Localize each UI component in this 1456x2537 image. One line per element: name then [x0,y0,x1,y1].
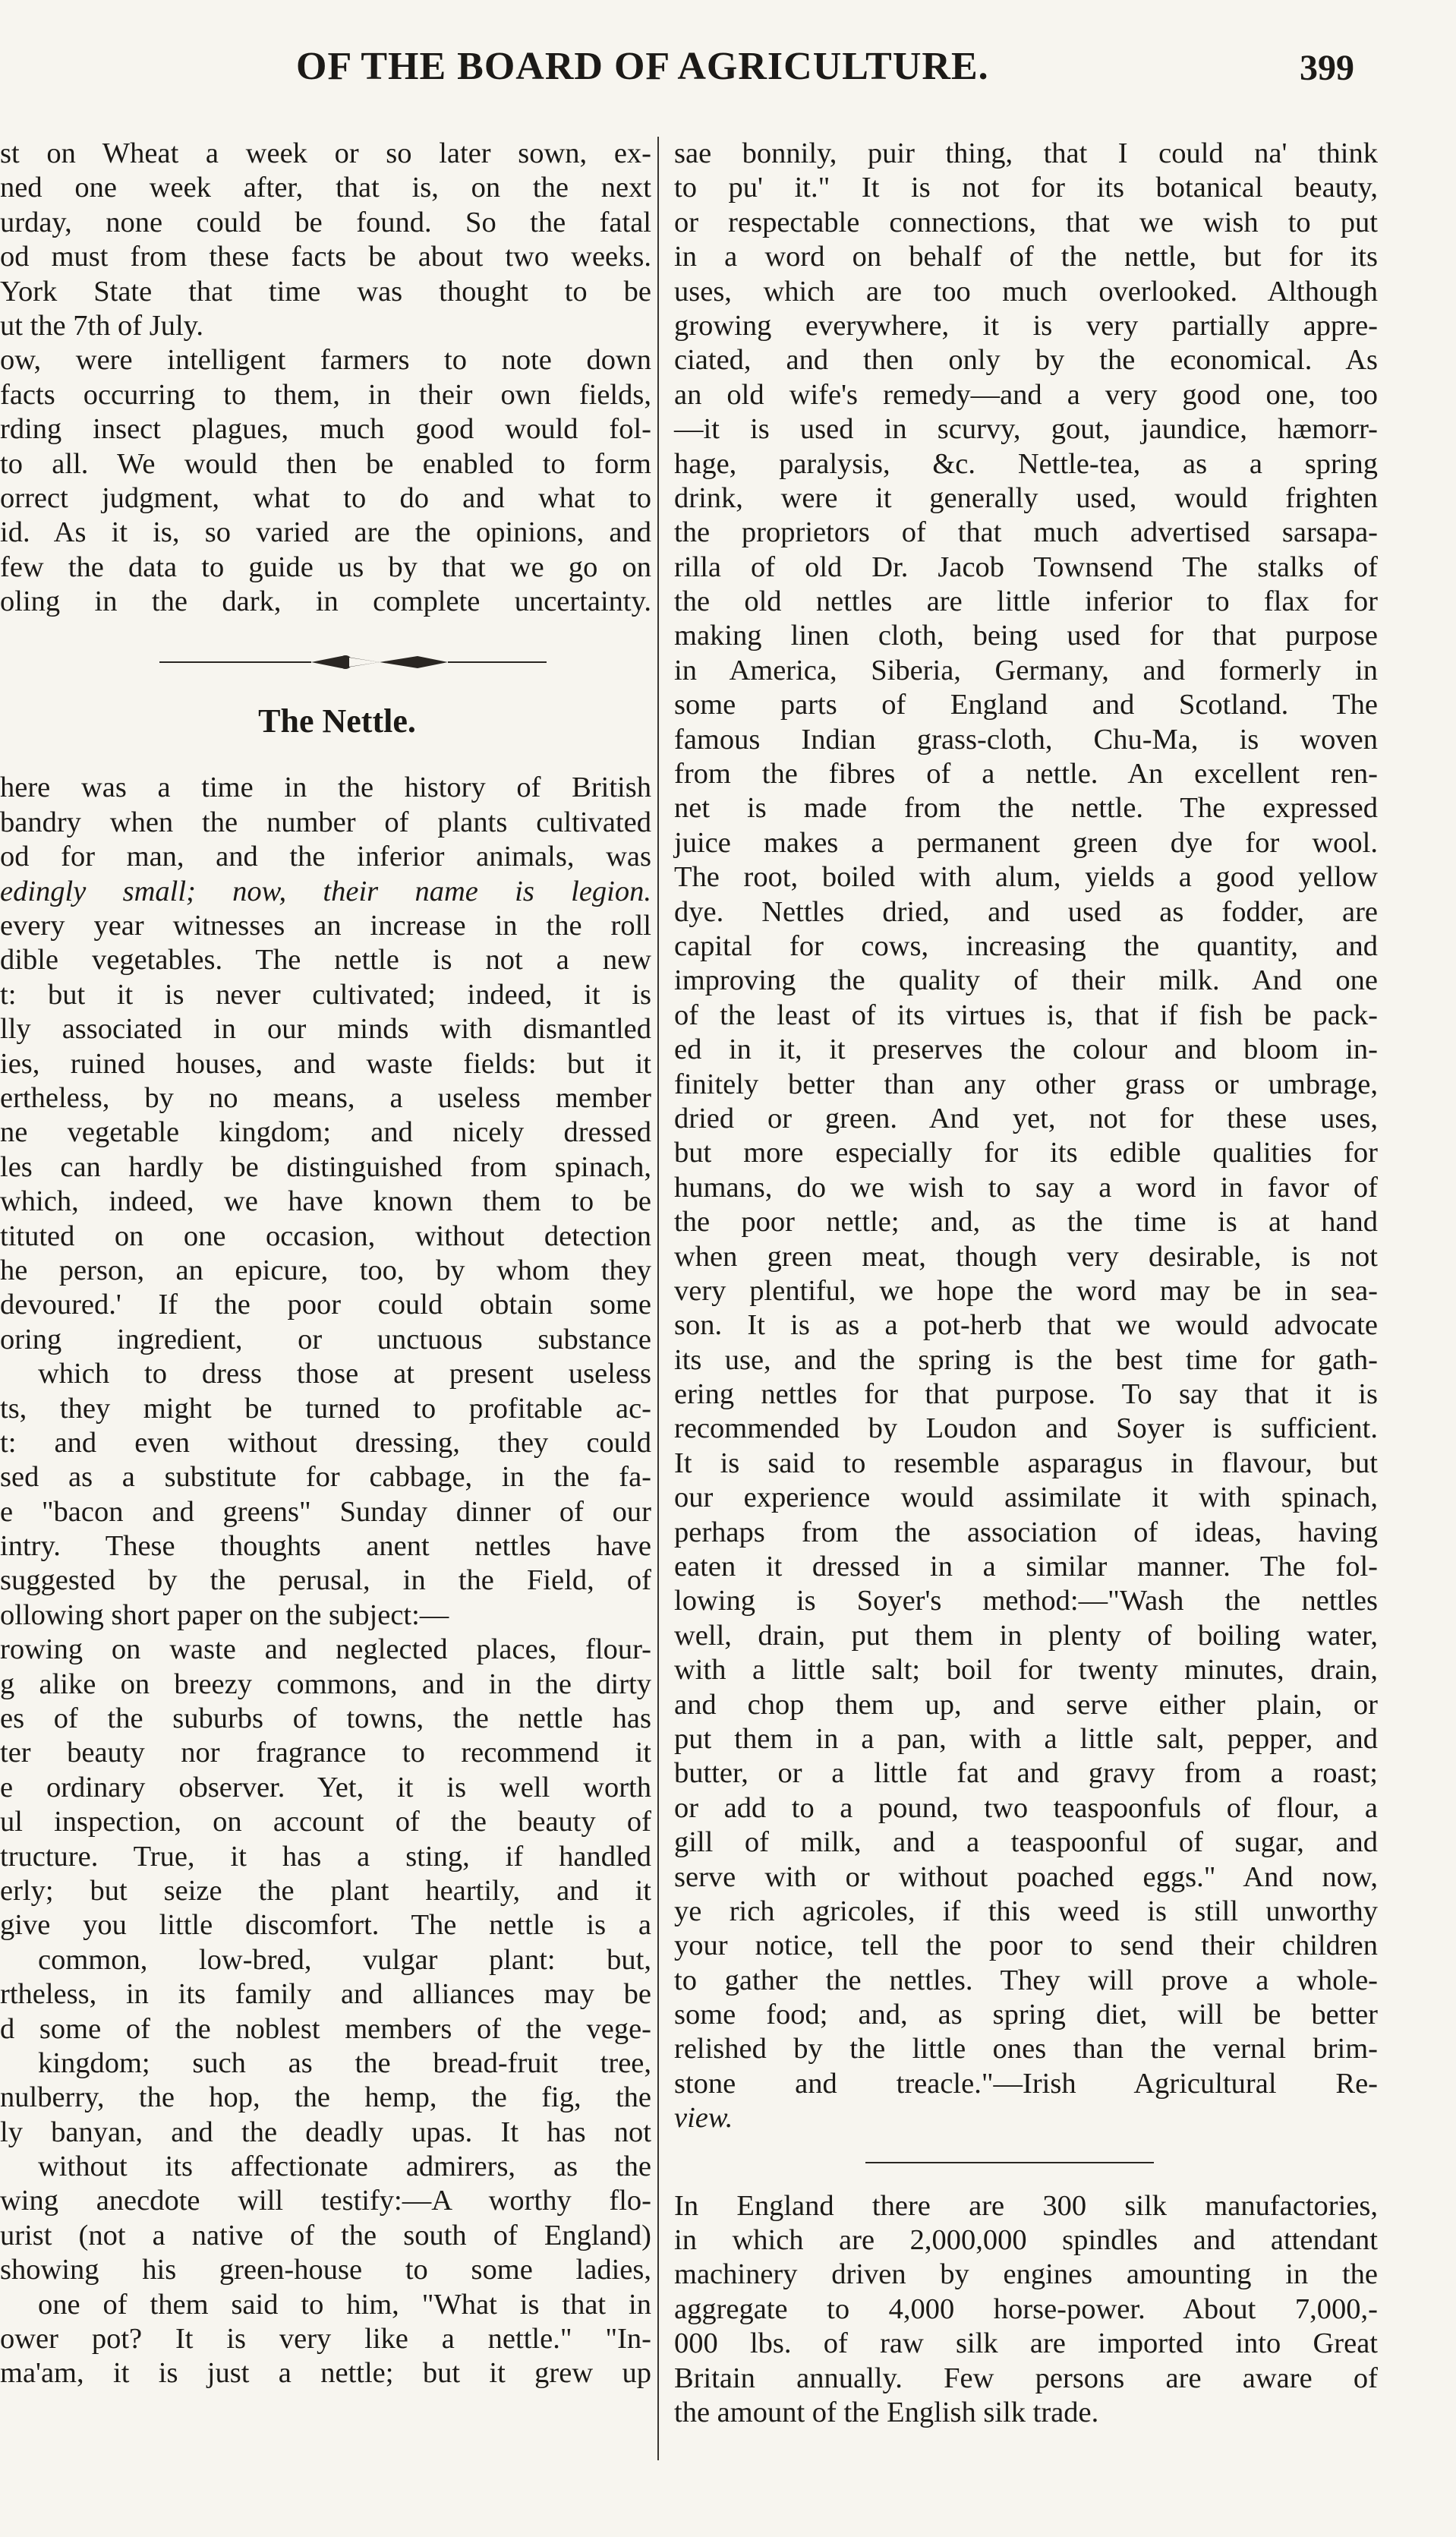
text-line: id. As it is, so varied are the opinions, and [0,516,651,549]
text-line: oring ingredient, or unctuous substance [0,1323,651,1355]
text-line: or add to a pound, two teaspoonfuls of flour, a [674,1791,1378,1824]
text-line: an old wife's remedy—and a very good one, too [674,378,1378,411]
text-line: facts occurring to them, in their own fields, [0,378,651,411]
text-line: butter, or a little fat and gravy from a roast; [674,1757,1378,1790]
text-line: ower pot? It is very like a nettle." "In- [0,2323,651,2356]
text-line: which, indeed, we have known them to be [0,1185,651,1218]
text-line: sed as a substitute for cabbage, in the fa- [0,1461,651,1494]
section-divider [668,2136,1378,2189]
text-line: net is made from the nettle. The expressed [674,792,1378,825]
text-line: rilla of old Dr. Jacob Townsend The stalks of [674,551,1378,583]
text-line: and chop them up, and serve either plain, or [674,1688,1378,1721]
page-header [0,11,1456,102]
text-line: the old nettles are little inferior to flax for [674,585,1378,618]
text-line: es of the suburbs of towns, the nettle has [0,1702,651,1735]
text-line: lly associated in our minds with dismantled [0,1013,651,1046]
text-line: perhaps from the association of ideas, having [674,1516,1378,1548]
text-line: one of them said to him, "What is that in [38,2288,651,2321]
text-line: he person, an epicure, too, by whom they [0,1254,651,1286]
text-line [668,2101,1378,2135]
text-line: making linen cloth, being used for that purpose [674,620,1378,652]
text-line: growing everywhere, it is very partially appre- [674,309,1378,342]
text-line: e ordinary observer. Yet, it is well worth [0,1771,651,1803]
text-line: your notice, tell the poor to send their children [674,1930,1378,1962]
text-line: The root, boiled with alum, yields a good yellow [674,861,1378,894]
text-line: well, drain, put them in plenty of boiling water, [674,1619,1378,1652]
text-line: od for man, and the inferior animals, was [0,841,651,873]
text-line: dye. Nettles dried, and used as fodder, are [674,895,1378,928]
paragraph-wheat [0,137,651,343]
text-line: g alike on breezy commons, and in the dirty [0,1668,651,1700]
text-line: when green meat, though very desirable, is not [674,1240,1378,1273]
text-line: kingdom; such as the bread-fruit tree, [38,2046,651,2079]
text-line: very plentiful, we hope the word may be in sea- [674,1274,1378,1307]
text-line: sae bonnily, puir thing, that I could na' think [674,137,1378,169]
text-line: with a little salt; boil for twenty minutes, drain, [674,1654,1378,1687]
text-line: famous Indian grass-cloth, Chu-Ma, is woven [674,723,1378,756]
text-line: ly banyan, and the deadly upas. It has not [0,2116,651,2148]
text-line: every year witnesses an increase in the roll [0,910,651,942]
text-line: dible vegetables. The nettle is not a new [0,944,651,977]
text-line: ies, ruined houses, and waste fields: but it [0,1047,651,1080]
text-line: gill of milk, and a teaspoonful of sugar, and [674,1826,1378,1859]
text-line: but more especially for its edible qualities for [674,1137,1378,1169]
text-line: to all. We would then be enabled to form [0,447,651,480]
text-line: ed in it, it preserves the colour and bloom in- [674,1033,1378,1066]
text-line: t: and even without dressing, they could [0,1426,651,1459]
text-line: e "bacon and greens" Sunday dinner of our [0,1495,651,1528]
text-line: orrect judgment, what to do and what to [0,481,651,514]
ornamental-divider [0,636,651,689]
section-heading: The Nettle. [258,702,416,740]
text-line: t: but it is never cultivated; indeed, it is [0,978,651,1011]
text-line: some food; and, as spring diet, will be better [674,1999,1378,2031]
text-line: 000 lbs. of raw silk are imported into Great [674,2327,1378,2360]
text-line: rtheless, in its family and alliances may be [0,1978,651,2011]
text-line: few the data to guide us by that we go on [0,551,651,583]
text-line: in a word on behalf of the nettle, but for its [674,241,1378,273]
text-line: uses, which are too much overlooked. Although [674,275,1378,308]
text-line: here was a time in the history of British [0,772,651,804]
text-line: nulberry, the hop, the hemp, the fig, the [0,2081,651,2114]
text-line: ma'am, it is just a nettle; but it grew up [0,2357,651,2390]
text-line: son. It is as a pot-herb that we would advocate [674,1309,1378,1342]
text-line: tituted on one occasion, without detection [0,1220,651,1252]
text-line: relished by the little ones than the vernal brim- [674,2033,1378,2065]
text-line: showing his green-house to some ladies, [0,2254,651,2286]
emphasis-text: edingly small; now, their name is legion. [0,875,651,907]
text-line: drink, were it generally used, would frighten [674,481,1378,514]
text-line: in which are 2,000,000 spindles and attendant [674,2224,1378,2257]
text-line: give you little discomfort. The nettle is a [0,1909,651,1942]
text-line: hage, paralysis, &c. Nettle-tea, as a spring [674,447,1378,480]
text-line: devoured.' If the poor could obtain some [0,1289,651,1321]
text-line: suggested by the perusal, in the Field, of [0,1564,651,1597]
page-number: 399 [1300,48,1354,88]
text-line: ts, they might be turned to profitable ac- [0,1392,651,1425]
text-line: the amount of the English silk trade. [674,2397,1099,2428]
text-line: tructure. True, it has a sting, if handled [0,1840,651,1873]
text-line: stone and treacle."—Irish Agricultural Re- [674,2067,1378,2100]
text-line: ned one week after, that is, on the next [0,172,651,204]
right-column [668,137,1378,2430]
text-line: urist (not a native of the south of England) [0,2219,651,2251]
text-line: rding insect plagues, much good would fol- [0,413,651,446]
text-line: of the least of its virtues is, that if fish be pack- [674,999,1378,1031]
text-line: oling in the dark, in complete uncertainty. [0,585,651,618]
source-citation: view. [674,2102,733,2135]
text-line: rowing on waste and neglected places, flour- [0,1633,651,1666]
text-line: from the fibres of a nettle. An excellent ren- [674,758,1378,790]
text-line: aggregate to 4,000 horse-power. About 7,000,- [674,2292,1378,2325]
text-line: It is said to resemble asparagus in flavour, but [674,1447,1378,1479]
left-column [0,137,651,2391]
text-line: dried or green. And yet, not for these uses, [674,1102,1378,1134]
text-line italic-line [0,875,651,909]
text-line: humans, do we wish to say a word in favor of [674,1171,1378,1204]
text-line: eaten it dressed in a similar manner. The fol- [674,1551,1378,1583]
text-line: lowing is Soyer's method:—"Wash the nettles [674,1585,1378,1617]
text-line: capital for cows, increasing the quantity, and [674,929,1378,962]
text-line: the proprietors of that much advertised sarsapa- [674,516,1378,549]
text-line: recommended by Loudon and Soyer is sufficient. [674,1412,1378,1445]
text-line: juice makes a permanent green dye for wool. [674,826,1378,859]
text-line: —it is used in scurvy, gout, jaundice, hæmorr- [674,413,1378,446]
text-line: ollowing short paper on the subject:— [0,1598,449,1631]
text-line: without its affectionate admirers, as the [38,2150,651,2183]
text-line: put them in a pan, with a little salt, pepper, and [674,1722,1378,1755]
text-line: erly; but seize the plant heartily, and it [0,1874,651,1907]
text-line: in America, Siberia, Germany, and formerly in [674,654,1378,686]
text-line: In England there are 300 silk manufactories, [674,2189,1378,2222]
text-line: some parts of England and Scotland. The [674,689,1378,721]
text-line: York State that time was thought to be [0,275,651,308]
text-line: ertheless, by no means, a useless member [0,1081,651,1114]
text-line: which to dress those at present useless [38,1358,651,1390]
running-head: OF THE BOARD OF AGRICULTURE. [296,45,989,88]
text-line: machinery driven by engines amounting in the [674,2258,1378,2291]
text-line: common, low-bred, vulgar plant: but, [38,1943,651,1976]
text-line: ul inspection, on account of the beauty of [0,1806,651,1838]
text-line: urday, none could be found. So the fatal [0,206,651,238]
text-line: ow, were intelligent farmers to note down [0,344,651,377]
column-rule [657,137,659,2460]
text-line: bandry when the number of plants cultivated [0,806,651,838]
text-line: st on Wheat a week or so later sown, ex- [0,137,651,169]
text-line: improving the quality of their milk. And one [674,964,1378,997]
text-line: ut the 7th of July. [0,309,204,342]
text-line: ter beauty nor fragrance to recommend it [0,1737,651,1769]
paragraph-nettle-intro [0,771,651,1633]
text-line: to pu' it." It is not for its botanical beauty, [674,172,1378,204]
paragraph-nettle-uses [668,137,1378,2136]
text-line: the poor nettle; and, as the time is at hand [674,1206,1378,1239]
text-line: od must from these facts be about two weeks. [0,241,651,273]
text-line: wing anecdote will testify:—A worthy flo- [0,2185,651,2217]
text-line: ering nettles for that purpose. To say that it is [674,1378,1378,1411]
text-line: ne vegetable kingdom; and nicely dressed [0,1116,651,1149]
text-line: ciated, and then only by the economical. As [674,344,1378,377]
text-line: les can hardly be distinguished from spinach, [0,1150,651,1183]
text-line: d some of the noblest members of the vege- [0,2012,651,2045]
text-line: ye rich agricoles, if this weed is still unworthy [674,1895,1378,1927]
text-line: Britain annually. Few persons are aware of [674,2362,1378,2394]
text-line: intry. These thoughts anent nettles have [0,1530,651,1563]
text-line: to gather the nettles. They will prove a whole- [674,1964,1378,1996]
paragraph-quoted-article [0,1633,651,2391]
text-line: finitely better than any other grass or umbrage, [674,1068,1378,1100]
paragraph-farmers [0,343,651,619]
text-line: our experience would assimilate it with spinach, [674,1481,1378,1514]
paragraph-silk [668,2189,1378,2431]
text-line: serve with or without poached eggs." And now, [674,1860,1378,1893]
text-line: or respectable connections, that we wish to put [674,206,1378,238]
text-line: its use, and the spring is the best time for gath- [674,1343,1378,1376]
